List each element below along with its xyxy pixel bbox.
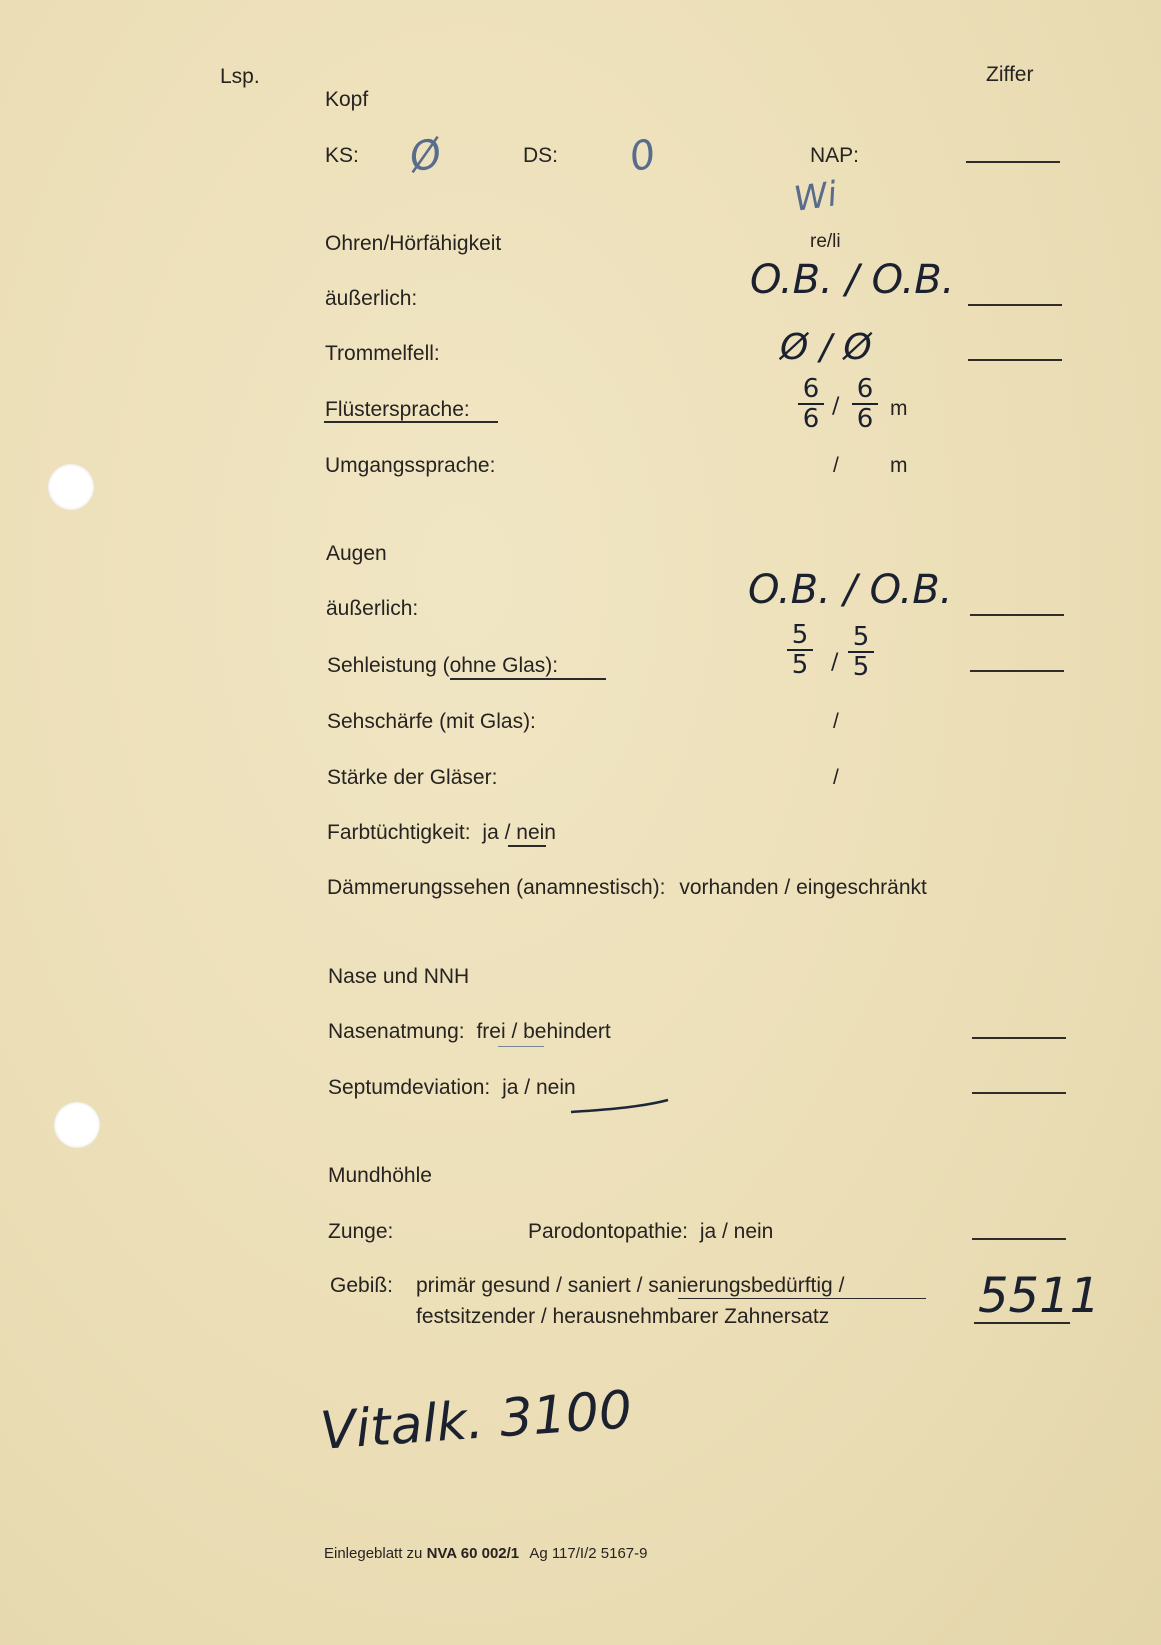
footer-form-number: NVA 60 002/1 xyxy=(426,1545,520,1562)
form-footer xyxy=(324,1545,647,1562)
nasenatmung-options: frei / behindert xyxy=(476,1020,611,1043)
gebiss-ziffer-value: 5511 xyxy=(978,1268,1101,1324)
ohren-section-title: Ohren/Hörfähigkeit xyxy=(325,232,502,255)
ohren-ausserlich-label: äußerlich: xyxy=(325,287,418,310)
augen-section-title: Augen xyxy=(326,542,387,565)
mund-ziffer-blank xyxy=(972,1238,1066,1240)
sehleistung-li-denominator: 5 xyxy=(852,652,870,682)
parodonto-row xyxy=(528,1221,773,1242)
fluester-li-fraction xyxy=(852,376,878,432)
septum-ziffer-blank xyxy=(972,1092,1066,1094)
fluester-re-denominator: 6 xyxy=(802,404,820,434)
farb-ja-underline xyxy=(508,845,546,847)
sehleistung-re-denominator: 5 xyxy=(791,650,809,680)
re-li-header: re/li xyxy=(810,231,841,252)
nasenatmung-label: Nasenatmung: xyxy=(328,1020,465,1043)
sehschaerfe-slash: / xyxy=(833,710,839,733)
daemmerung-row xyxy=(327,877,927,898)
fluester-li-numerator: 6 xyxy=(856,374,874,404)
mund-section-title: Mundhöhle xyxy=(328,1164,432,1187)
ks-label: KS: xyxy=(325,144,359,167)
farbtuechtigkeit-label: Farbtüchtigkeit: xyxy=(327,821,471,844)
fluestersprache-label: Flüstersprache: xyxy=(325,398,470,421)
augen-ausserlich-value: O.B. / O.B. xyxy=(748,567,953,613)
umgang-unit: m xyxy=(890,454,908,477)
fluester-re-fraction xyxy=(798,376,824,432)
augen-ausserlich-label: äußerlich: xyxy=(326,597,419,620)
vitalk-note: Vitalk. 3100 xyxy=(318,1380,634,1462)
farbtuechtigkeit-row xyxy=(327,822,556,843)
daemmerung-label: Dämmerungssehen (anamnestisch): xyxy=(327,876,666,899)
nasenatmung-row xyxy=(328,1021,611,1042)
umgangssprache-label: Umgangssprache: xyxy=(325,454,496,477)
fluestersprache-underline xyxy=(324,421,498,423)
sehleistung-re-numerator: 5 xyxy=(791,620,809,650)
fluester-unit: m xyxy=(890,397,908,420)
footer-prefix: Einlegeblatt zu xyxy=(324,1545,423,1562)
gebiss-options-line2: festsitzender / herausnehmbarer Zahnersatz xyxy=(416,1305,830,1328)
sehleistung-li-fraction xyxy=(848,624,874,680)
parodonto-label: Parodontopathie: xyxy=(528,1220,688,1243)
septum-nein-underline xyxy=(568,1094,672,1118)
kopf-section-title: Kopf xyxy=(325,88,369,111)
punch-hole-bottom xyxy=(54,1102,100,1148)
ziffer-column-header: Ziffer xyxy=(986,63,1034,86)
gebiss-label: Gebiß: xyxy=(330,1274,394,1297)
nap-ziffer-blank xyxy=(966,161,1060,163)
sehleistung-label: Sehleistung (ohne Glas): xyxy=(327,654,559,677)
staerke-slash: / xyxy=(833,766,839,789)
zunge-label: Zunge: xyxy=(328,1220,394,1243)
trommelfell-label: Trommelfell: xyxy=(325,342,440,365)
trommelfell-value: Ø / Ø xyxy=(780,327,872,368)
ohren-side-note: Wi xyxy=(791,174,840,220)
ks-value: Ø xyxy=(405,130,446,182)
septum-label: Septumdeviation: xyxy=(328,1076,491,1099)
sehleistung-underline xyxy=(450,678,606,680)
sehschaerfe-label: Sehschärfe (mit Glas): xyxy=(327,710,536,733)
fluester-li-denominator: 6 xyxy=(856,404,874,434)
septum-options: ja / nein xyxy=(502,1076,576,1099)
ohren-ausserlich-ziffer-blank xyxy=(968,304,1062,306)
sehleistung-slash: / xyxy=(831,650,839,675)
ds-value: 0 xyxy=(625,130,660,182)
daemmerung-options: vorhanden / eingeschränkt xyxy=(679,876,927,899)
augen-ausserlich-ziffer-blank xyxy=(970,614,1064,616)
ds-label: DS: xyxy=(523,144,559,167)
sehleistung-ziffer-blank xyxy=(970,670,1064,672)
punch-hole-top xyxy=(48,464,94,510)
gebiss-options-line1: primär gesund / saniert / sanierungsbedürftig / xyxy=(416,1274,845,1297)
septum-row xyxy=(328,1077,576,1098)
staerke-label: Stärke der Gläser: xyxy=(327,766,498,789)
nase-section-title: Nase und NNH xyxy=(328,965,470,988)
sehleistung-li-numerator: 5 xyxy=(852,622,870,652)
footer-suffix: Ag 117/I/2 5167-9 xyxy=(529,1545,648,1562)
farbtuechtigkeit-options: ja / nein xyxy=(482,821,556,844)
sehleistung-re-fraction xyxy=(787,622,813,678)
nasenatmung-ziffer-blank xyxy=(972,1037,1066,1039)
fluester-re-numerator: 6 xyxy=(802,374,820,404)
gebiss-ziffer-blank xyxy=(974,1322,1070,1324)
parodonto-options: ja / nein xyxy=(699,1220,774,1243)
trommelfell-ziffer-blank xyxy=(968,359,1062,361)
nasenatmung-frei-underline xyxy=(498,1046,544,1047)
fluester-slash: / xyxy=(832,394,840,419)
sanierungsbeduerftig-underline xyxy=(678,1298,926,1299)
ohren-ausserlich-value: O.B. / O.B. xyxy=(750,257,955,303)
umgang-slash: / xyxy=(833,454,839,477)
nap-label: NAP: xyxy=(810,144,860,167)
lsp-column-header: Lsp. xyxy=(220,65,260,88)
